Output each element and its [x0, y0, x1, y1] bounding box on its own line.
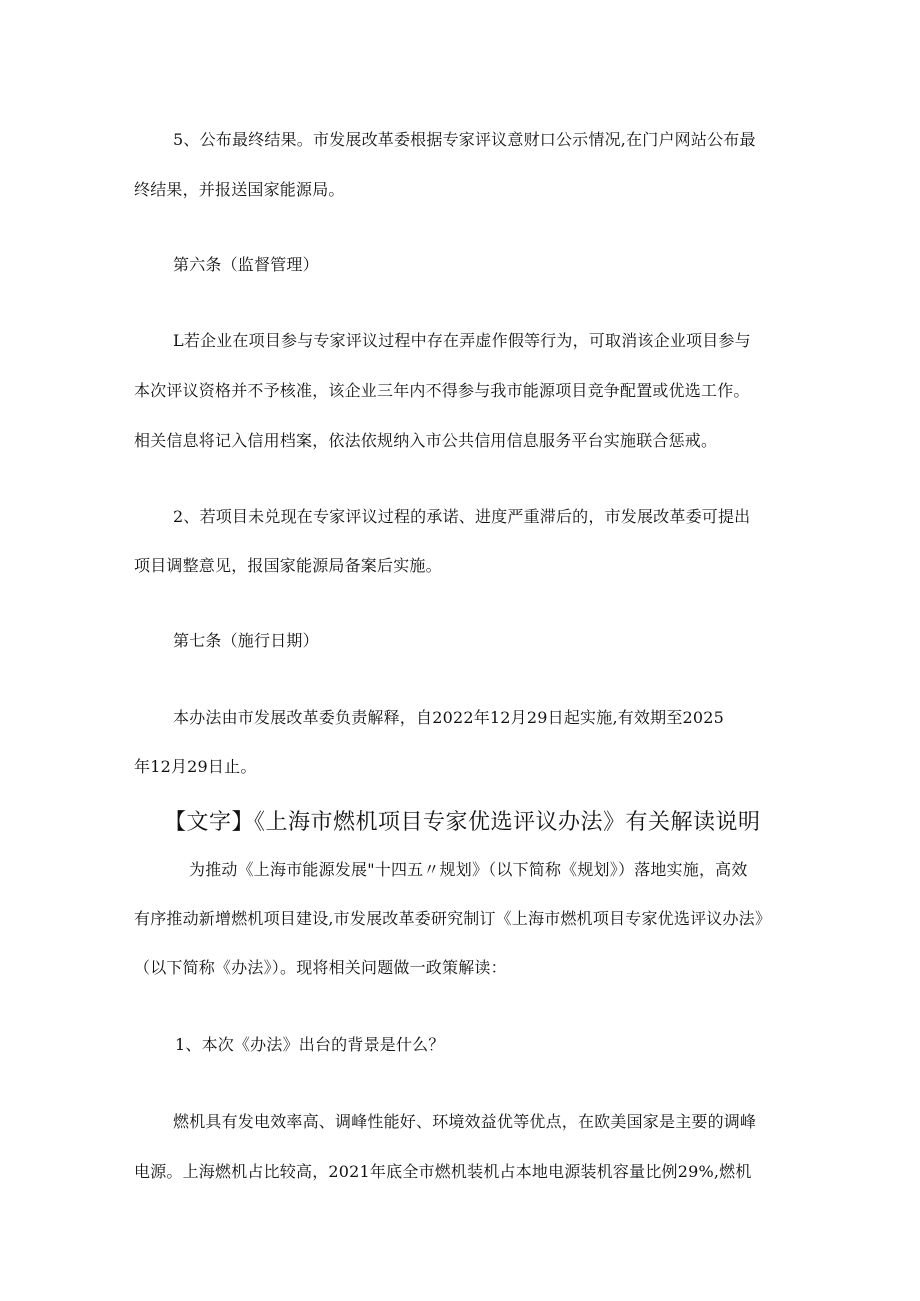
article-6-item-1-line-1: L若企业在项目参与专家评议过程中存在弄虚作假等行为，可取消该企业项目参与	[173, 331, 751, 350]
article-6-item-1-line-2: 本次评议资格并不予核准，该企业三年内不得参与我市能源项目竞争配置或优选工作。	[134, 381, 750, 400]
intro-line-2: 有序推动新增燃机项目建设,市发展改革委研究制订《上海市燃机项目专家优选评议办法》	[134, 909, 772, 928]
item-5-line-2: 终结果，并报送国家能源局。	[134, 180, 345, 199]
section-heading: 【文字】《上海市燃机项目专家优选评议办法》有关解读说明	[164, 810, 761, 835]
item-5-line-1: 5、公布最终结果。市发展改革委根据专家评议意财口公示情况,在门户网站公布最	[173, 130, 756, 149]
question-1: 1、本次《办法》出台的背景是什么？	[175, 1035, 445, 1054]
article-6-item-2-line-2: 项目调整意见，报国家能源局备案后实施。	[134, 556, 442, 575]
article-7-body-line-2: 年12月29日止。	[134, 757, 257, 776]
article-7-title: 第七条（施行日期）	[173, 631, 319, 650]
intro-line-1: 为推动《上海市能源发展"十四五〃规划》（以下简称《规划》）落地实施，高效	[189, 860, 748, 879]
answer-1-line-1: 燃机具有发电效率高、调峰性能好、环境效益优等优点，在欧美国家是主要的调峰	[173, 1112, 757, 1131]
intro-line-3: （以下简称《办法》）。现将相关问题做一政策解读：	[134, 958, 507, 977]
article-7-body-line-1: 本办法由市发展改革委负责解释，自2022年12月29日起实施,有效期至2025	[173, 708, 725, 727]
article-6-item-2-line-1: 2、若项目未兑现在专家评议过程的承诺、进度严重滞后的，市发展改革委可提出	[173, 507, 751, 526]
article-6-item-1-line-3: 相关信息将记入信用档案，依法依规纳入市公共信用信息服务平台实施联合惩戒。	[134, 431, 718, 450]
article-6-title: 第六条（监督管理）	[173, 255, 319, 274]
answer-1-line-2: 电源。上海燃机占比较高，2021年底全市燃机装机占本地电源装机容量比例29%,燃机	[134, 1162, 752, 1181]
